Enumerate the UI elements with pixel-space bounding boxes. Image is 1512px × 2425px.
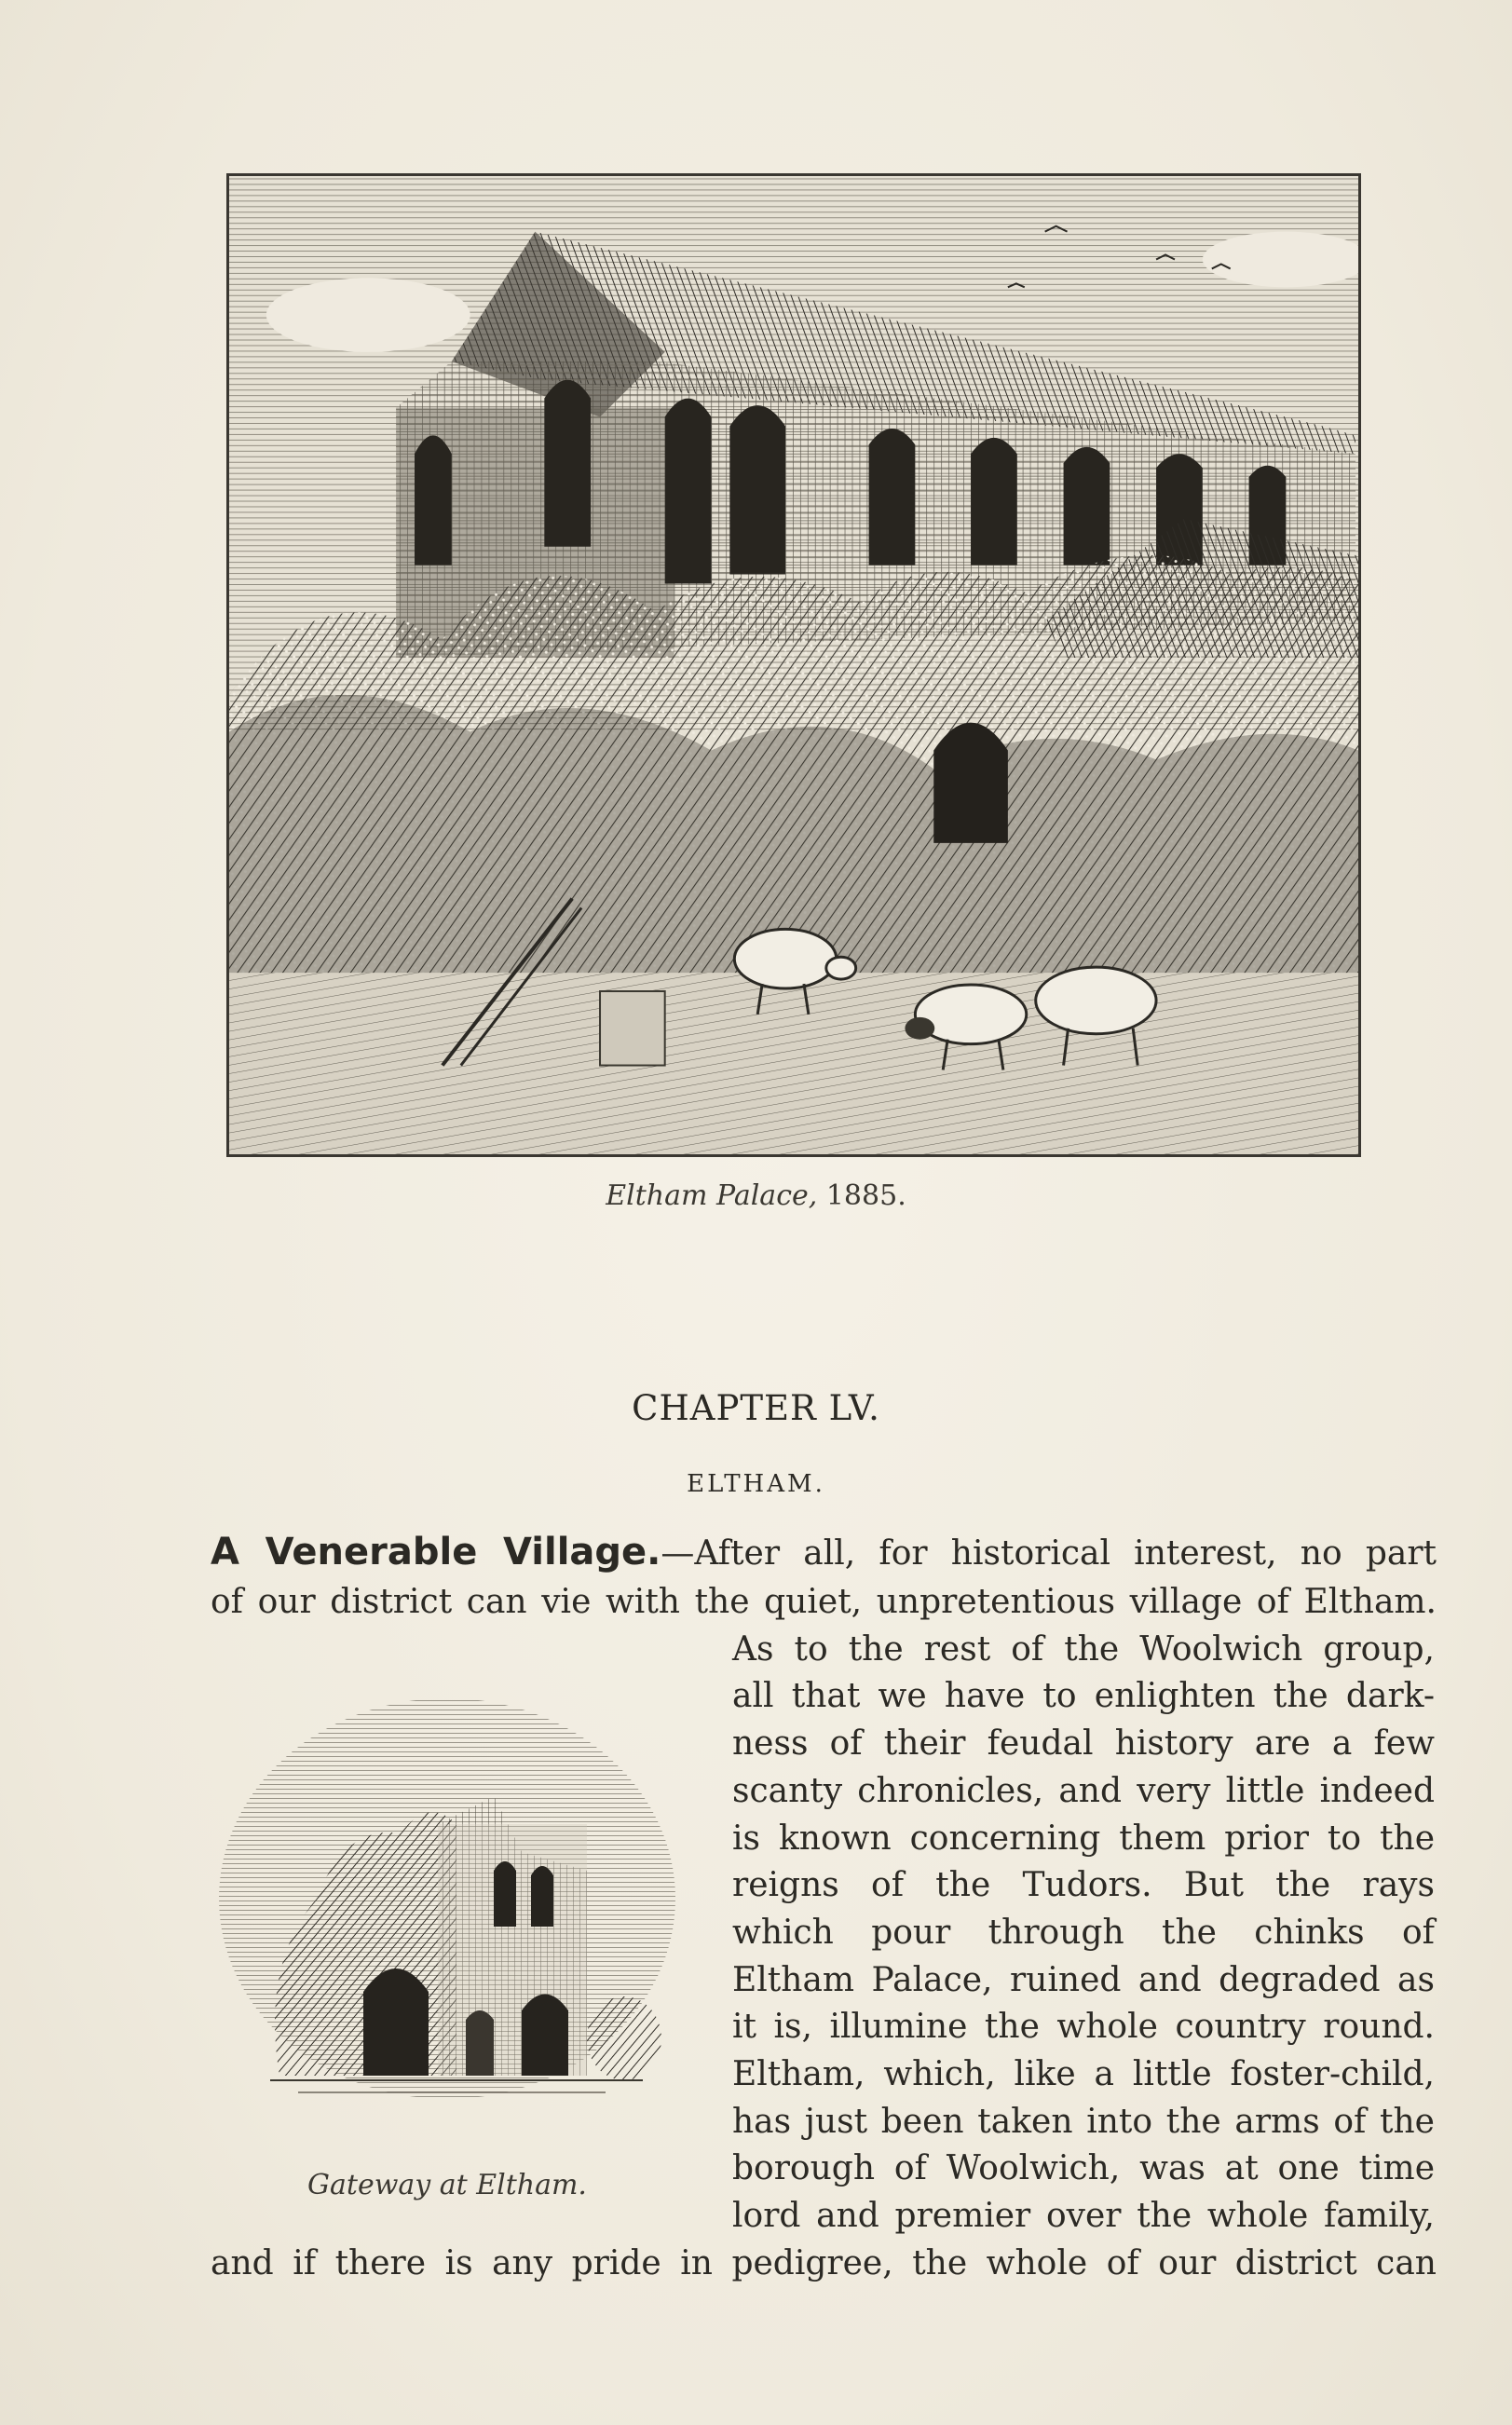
text-line-1: A Venerable Village.—After all, for historical interest, no part xyxy=(211,1531,1437,1574)
text-line-13: has just been taken into the arms of the xyxy=(732,2103,1435,2141)
text-line-3: As to the rest of the Woolwich group, xyxy=(732,1630,1435,1669)
text-line-14: borough of Woolwich, was at one time xyxy=(732,2149,1435,2187)
chapter-subtitle: ELTHAM. xyxy=(687,1470,825,1498)
text-line-11: it is, illumine the whole country round. xyxy=(732,2008,1435,2046)
text-line-12: Eltham, which, like a little foster-child, xyxy=(732,2055,1435,2093)
text-line-9: which pour through the chinks of xyxy=(732,1914,1435,1952)
gateway-engraving xyxy=(214,1684,680,2150)
chapter-title: CHAPTER LV. xyxy=(632,1388,880,1428)
text-line-5: ness of their feudal history are a few xyxy=(732,1724,1435,1763)
eltham-palace-engraving xyxy=(226,173,1361,1157)
text-line-15: lord and premier over the whole family, xyxy=(732,2197,1435,2235)
gateway-caption: Gateway at Eltham. xyxy=(307,2169,587,2201)
eltham-palace-caption: Eltham Palace, 1885. xyxy=(606,1179,906,1212)
text-line-6: scanty chronicles, and very little indeed xyxy=(732,1772,1435,1810)
text-line-16: and if there is any pride in pedigree, the whole of our district can xyxy=(211,2244,1437,2282)
text-line-10: Eltham Palace, ruined and degraded as xyxy=(732,1961,1435,1999)
text-line-2: of our district can vie with the quiet, unpretentious village of Eltham. xyxy=(211,1583,1437,1621)
text-line-7: is known concerning them prior to the xyxy=(732,1819,1435,1858)
text-line-4: all that we have to enlighten the dark- xyxy=(732,1677,1435,1715)
text-line-8: reigns of the Tudors. But the rays xyxy=(732,1866,1435,1904)
